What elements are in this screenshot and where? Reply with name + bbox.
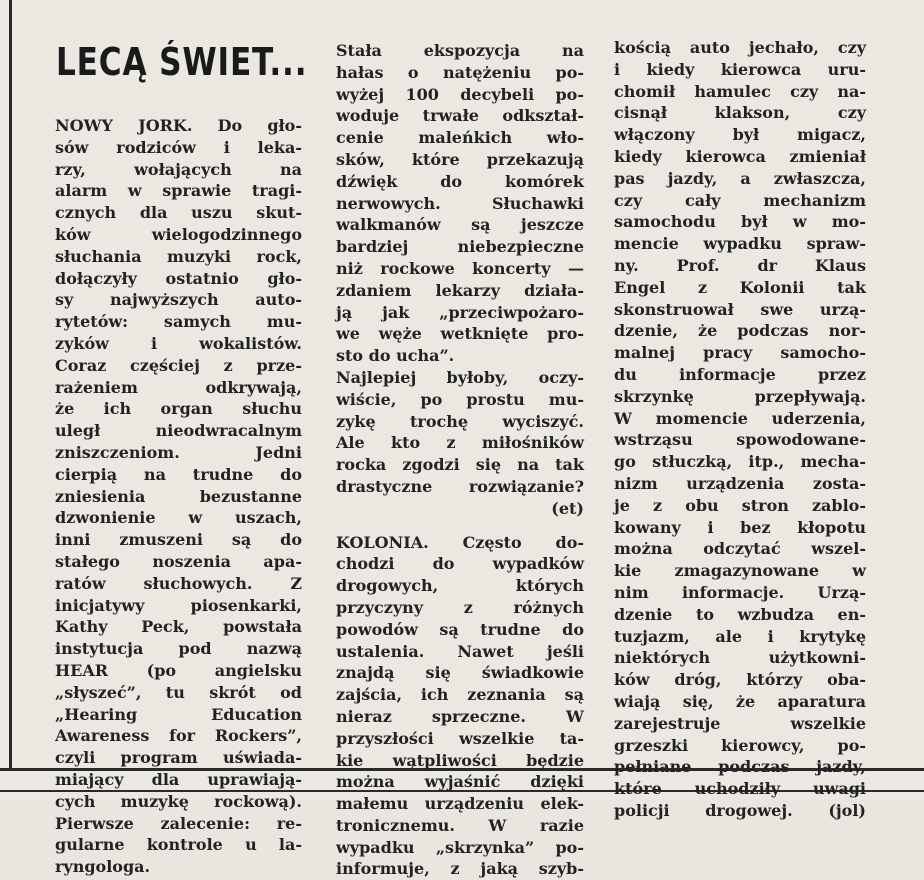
text-line: rzy, wołających na	[55, 159, 302, 179]
text-line: tuzjazm, ale i krytykę	[614, 626, 866, 646]
text-line: zyków i wokalistów.	[55, 333, 302, 353]
paragraph-gap	[336, 520, 584, 532]
text-line: rocka zgodzi się na tak	[336, 455, 584, 475]
text-line: „Hearing Education	[55, 704, 302, 724]
text-line: dzenie to wzbudza en-	[614, 604, 866, 624]
text-line: kie wątpliwości będzie	[336, 750, 584, 770]
text-line: Coraz częściej z prze-	[55, 355, 302, 375]
column-2-part-2	[336, 532, 584, 880]
text-line: Engel z Kolonii tak	[614, 277, 866, 297]
text-line: nim informacje. Urzą-	[614, 582, 866, 602]
text-line: drastyczne rozwiązanie?	[336, 476, 584, 496]
text-line: KOLONIA. Często do-	[336, 532, 584, 552]
text-line: włączony był migacz,	[614, 125, 866, 145]
text-line: go stłuczką, itp., mecha-	[614, 452, 866, 472]
text-line: mencie wypadku spraw-	[614, 234, 866, 254]
text-line: Ale kto z miłośników	[336, 433, 584, 453]
text-line: HEAR (po angielsku	[55, 660, 302, 680]
text-line: Awareness for Rockers”,	[55, 726, 302, 746]
column-1	[55, 115, 302, 878]
text-line: woduje trwałe odkształ-	[336, 106, 584, 126]
text-line: zajścia, ich zeznania są	[336, 685, 584, 705]
text-line: ratów słuchowych. Z	[55, 573, 302, 593]
text-line: ją jak „przeciwpożaro-	[336, 302, 584, 322]
text-line: hałas o natężeniu po-	[336, 62, 584, 82]
text-line: dzenie, że podczas nor-	[614, 321, 866, 341]
text-line: wiście, po prostu mu-	[336, 389, 584, 409]
text-line: Najlepiej byłoby, oczy-	[336, 367, 584, 387]
text-line: kością auto jechało, czy	[614, 38, 866, 57]
text-line: Pierwsze zalecenie: re-	[55, 813, 302, 833]
text-line: je z obu stron zablo-	[614, 495, 866, 515]
column-2-part-1	[336, 40, 584, 520]
text-line: przyczyny z różnych	[336, 597, 584, 617]
text-line: dołączyły ostatnio gło-	[55, 268, 302, 288]
text-line: małemu urządzeniu elek-	[336, 794, 584, 814]
text-line: skrzynkę przepływają.	[614, 386, 866, 406]
text-line: dźwięk do komórek	[336, 171, 584, 191]
text-line: niektórych użytkowni-	[614, 648, 866, 668]
text-line: sków, które przekazują	[336, 149, 584, 169]
text-line: cznych dla uszu skut-	[55, 203, 302, 223]
text-line: sów rodziców i leka-	[55, 137, 302, 157]
text-line: we węże wetknięte pro-	[336, 324, 584, 344]
text-line: samochodu był w mo-	[614, 212, 866, 232]
text-line: powodów są trudne do	[336, 619, 584, 639]
text-line: czyli program uświada-	[55, 748, 302, 768]
text-line: drogowych, których	[336, 576, 584, 596]
text-line: sy najwyższych auto-	[55, 290, 302, 310]
text-line: zykę trochę wyciszyć.	[336, 411, 584, 431]
text-line: bardziej niebezpieczne	[336, 237, 584, 257]
text-line: wstrząsu spowodowane-	[614, 430, 866, 450]
column-3	[614, 37, 866, 822]
text-line: miający dla uprawiają-	[55, 769, 302, 789]
text-line: wiają się, że aparatura	[614, 691, 866, 711]
text-line: nerwowych. Słuchawki	[336, 193, 584, 213]
text-line: zarejestruje wszelkie	[614, 713, 866, 733]
text-line: alarm w sprawie tragi-	[55, 181, 302, 201]
text-line: zniesienia bezustanne	[55, 486, 302, 506]
text-line: można odczytać wszel-	[614, 539, 866, 559]
left-column-rule	[9, 0, 12, 768]
text-line: walkmanów są jeszcze	[336, 215, 584, 235]
text-line: i kiedy kierowca uru-	[614, 59, 866, 79]
text-line: kiedy kierowca zmieniał	[614, 146, 866, 166]
text-line: które uchodziły uwagi	[614, 779, 866, 799]
text-line: dzwonienie w uszach,	[55, 508, 302, 528]
text-line: niż rockowe koncerty —	[336, 258, 584, 278]
text-line: chodzi do wypadków	[336, 554, 584, 574]
article-headline: LECĄ ŚWIET...	[56, 40, 308, 84]
text-line: instytucja pod nazwą	[55, 639, 302, 659]
text-line: cierpią na trudne do	[55, 464, 302, 484]
text-line: że ich organ słuchu	[55, 399, 302, 419]
text-line: nieraz sprzeczne. W	[336, 706, 584, 726]
text-line: ustalenia. Nawet jeśli	[336, 641, 584, 661]
text-line: wypadku „skrzynka” po-	[336, 837, 584, 857]
text-line: cych muzykę rockową).	[55, 791, 302, 811]
text-line: uległ nieodwracalnym	[55, 421, 302, 441]
text-line: znajdą się świadkowie	[336, 663, 584, 683]
text-line: sto do ucha”.	[336, 346, 455, 366]
text-line: stałego noszenia apa-	[55, 551, 302, 571]
text-line: cenie maleńkich wło-	[336, 128, 584, 148]
text-line: słuchania muzyki rock,	[55, 246, 302, 266]
text-line: kowany i bez kłopotu	[614, 517, 866, 537]
text-line: ków wielogodzinnego	[55, 224, 302, 244]
text-line: zdaniem lekarzy działa-	[336, 280, 584, 300]
text-line: inicjatywy piosenkarki,	[55, 595, 302, 615]
text-line: pas jazdy, a zwłaszcza,	[614, 168, 866, 188]
text-line: policji drogowej. (jol)	[614, 800, 866, 820]
text-line: W momencie uderzenia,	[614, 408, 866, 428]
text-line: wyżej 100 decybeli po-	[336, 84, 584, 104]
text-line: ny. Prof. dr Klaus	[614, 255, 866, 275]
text-line: zniszczeniom. Jedni	[55, 442, 302, 462]
text-line: pełniane podczas jazdy,	[614, 757, 866, 777]
text-line: malnej pracy samocho-	[614, 343, 866, 363]
text-line: ków dróg, którzy oba-	[614, 670, 866, 690]
text-line: rytetów: samych mu-	[55, 312, 302, 332]
text-line: informuje, z jaką szyb-	[336, 859, 584, 879]
text-line: Stała ekspozycja na	[336, 41, 584, 60]
text-line: nizm urządzenia zosta-	[614, 473, 866, 493]
text-line: inni zmuszeni są do	[55, 530, 302, 550]
text-line: kie zmagazynowane w	[614, 561, 866, 581]
text-line: czy cały mechanizm	[614, 190, 866, 210]
text-line: (et)	[551, 498, 584, 518]
text-line: NOWY JORK. Do gło-	[55, 116, 302, 135]
text-line: Kathy Peck, powstała	[55, 617, 302, 637]
column-2	[336, 40, 584, 880]
text-line: chomił hamulec czy na-	[614, 81, 866, 101]
text-line: cisnął klakson, czy	[614, 103, 866, 123]
text-line: gularne kontrole u la-	[55, 835, 302, 855]
text-line: przyszłości wszelkie ta-	[336, 728, 584, 748]
text-line: rażeniem odkrywają,	[55, 377, 302, 397]
text-line: grzeszki kierowcy, po-	[614, 735, 866, 755]
text-line: tronicznemu. W razie	[336, 815, 584, 835]
text-line: „słyszeć”, tu skrót od	[55, 682, 302, 702]
text-line: można wyjaśnić dzięki	[336, 772, 584, 792]
text-line: du informacje przez	[614, 364, 866, 384]
text-line: ryngologa.	[55, 857, 151, 877]
text-line: skonstruował swe urzą-	[614, 299, 866, 319]
